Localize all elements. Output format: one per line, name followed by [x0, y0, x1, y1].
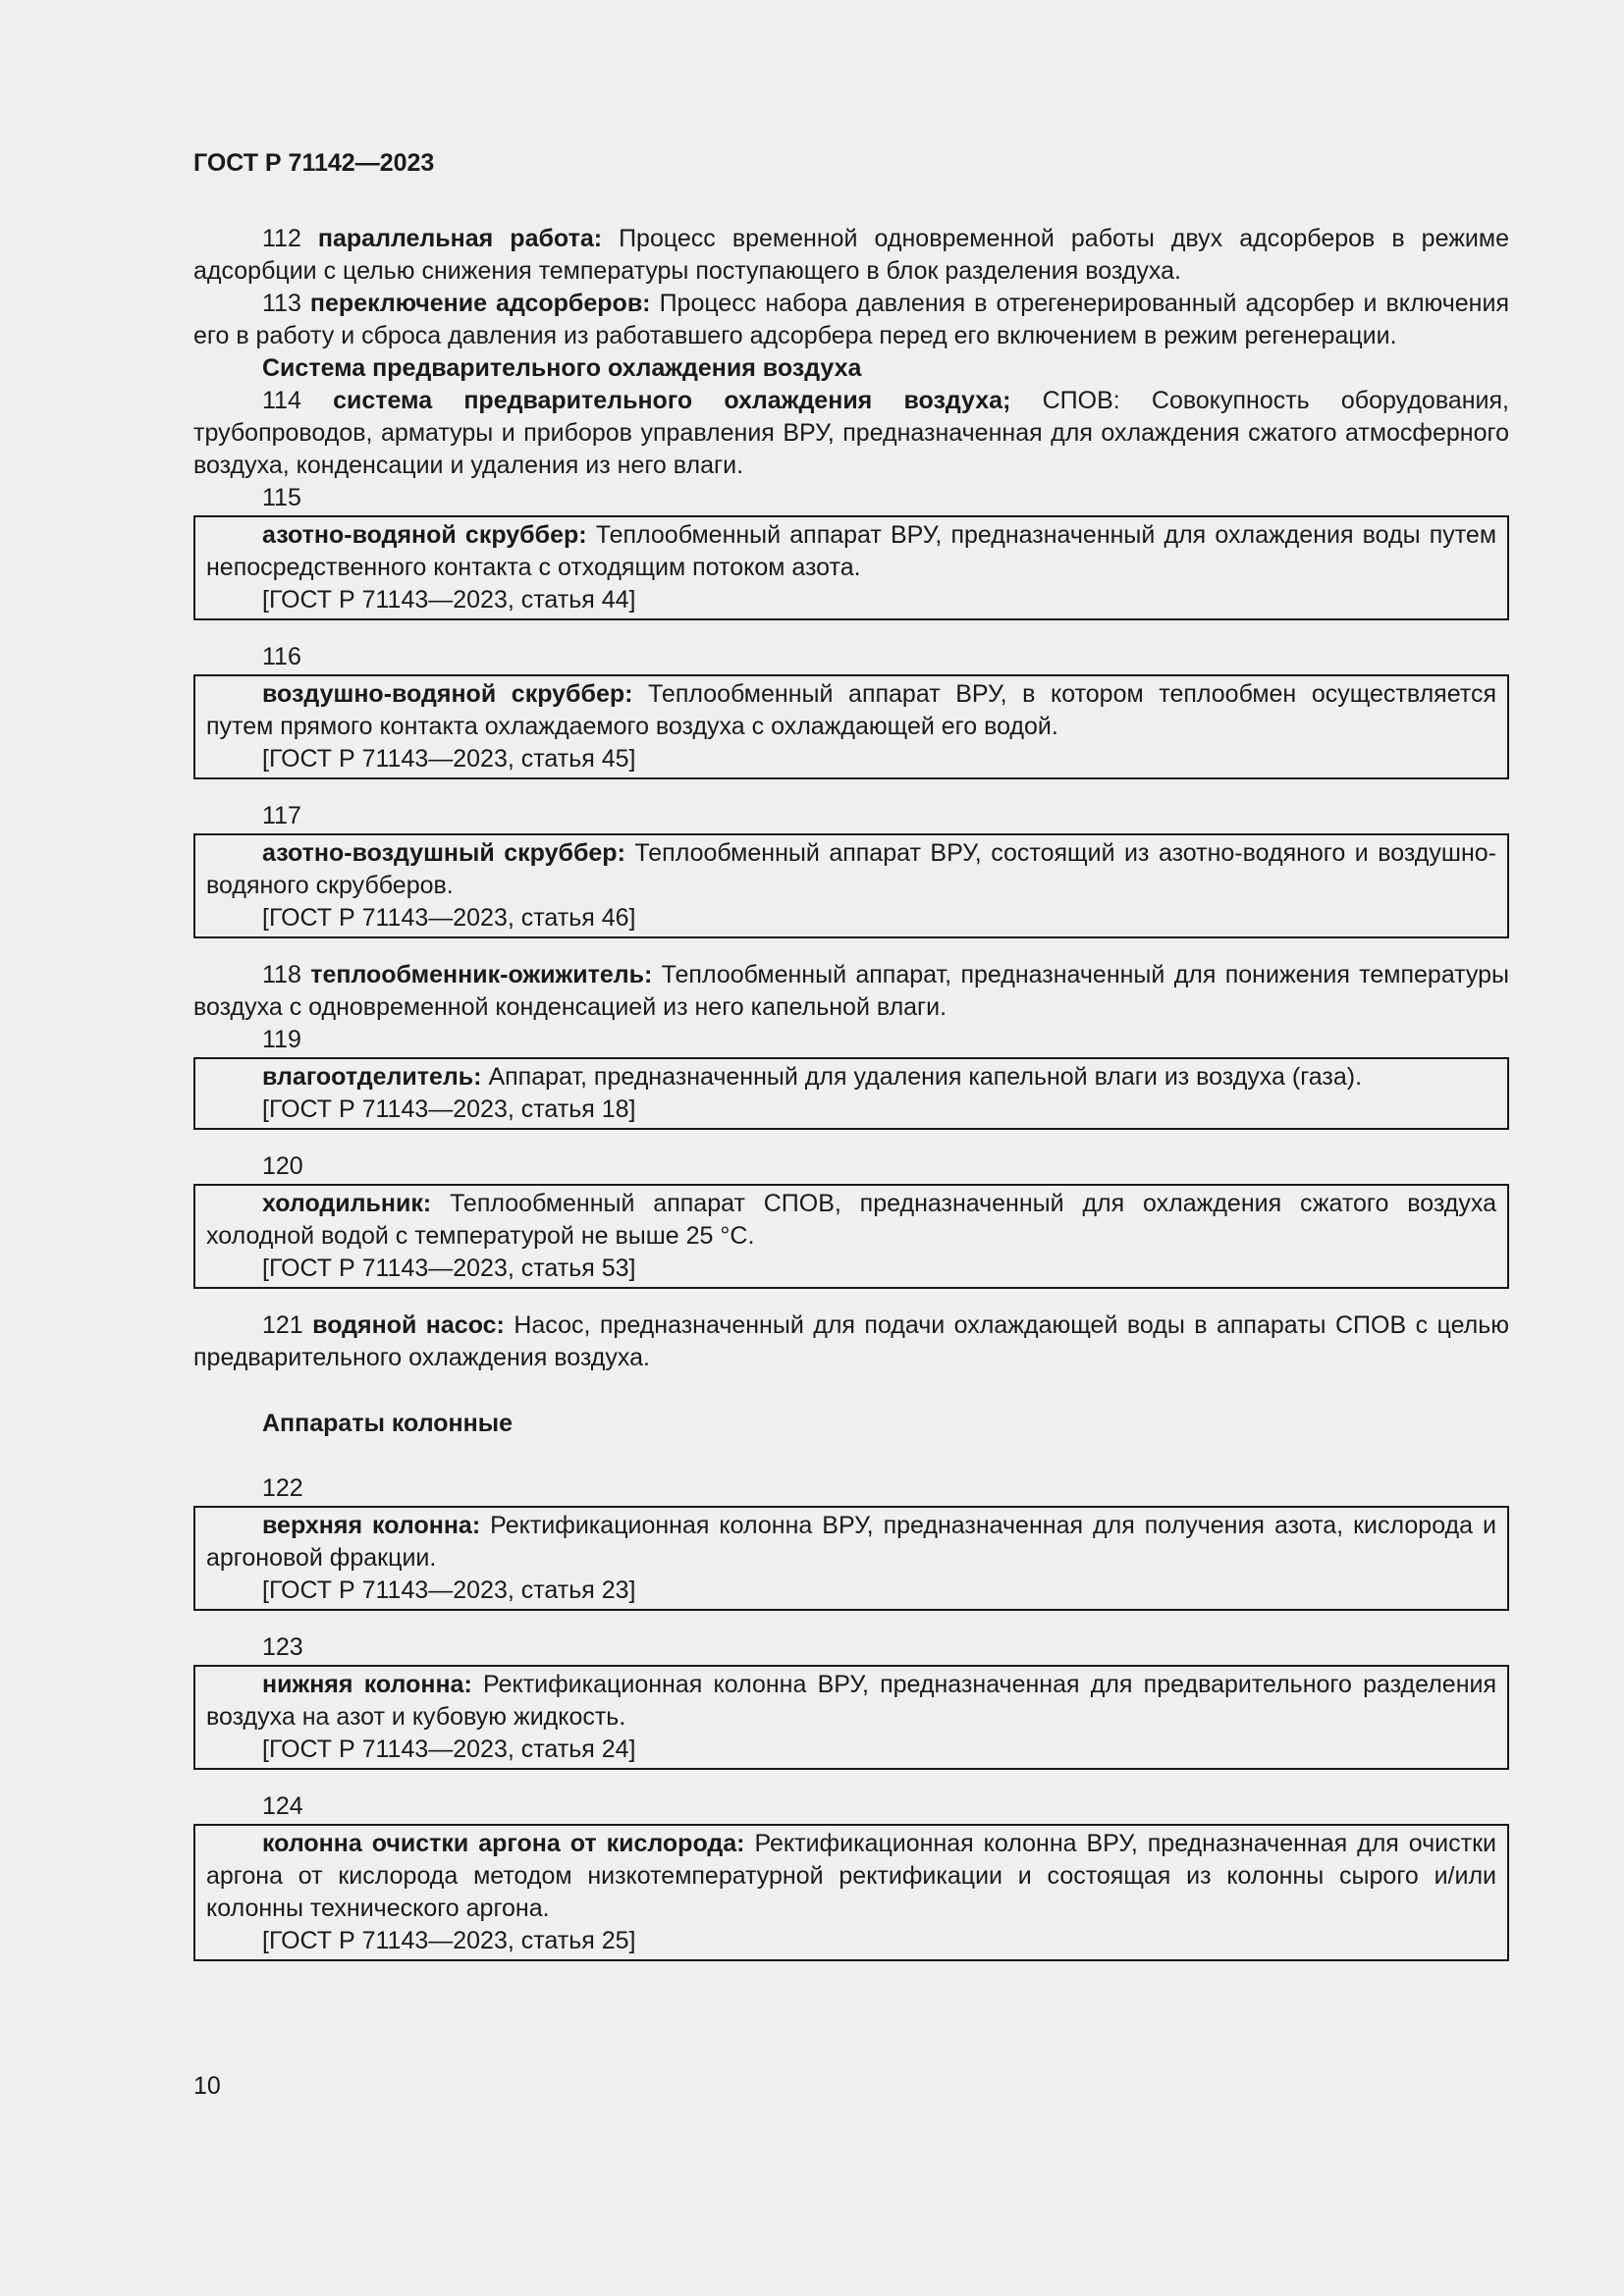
entry-112: 112 параллельная работа: Процесс временной одновременной работы двух адсорберов в режиме адсорбции с целью снижения температуры поступающего в блок разделения воздуха. — [193, 225, 1509, 285]
section-heading-air-cooling: Система предварительного охлаждения воздуха — [262, 354, 862, 382]
entry-118: 118 теплообменник-ожижитель: Теплообменный аппарат, предназначенный для понижения температуры воздуха с одновременной конденсацией из него капельной влаги. — [193, 961, 1510, 1021]
reference: [ГОСТ Р 71143—2023, статья 25] — [262, 1927, 636, 1954]
entry-number-117: 117 — [262, 802, 301, 829]
entry-number-119: 119 — [262, 1026, 301, 1053]
term: азотно-воздушный скруббер: — [262, 839, 625, 867]
entry-number-115: 115 — [262, 484, 301, 511]
term: переключение адсорберов: — [309, 290, 651, 317]
entry-box-120: холодильник: Теплообменный аппарат СПОВ, предназначенный для охлаждения сжатого воздуха холодной водой с температурой не выше 25 °С. [ГОСТ Р 71143—2023, статья 53] — [193, 1184, 1509, 1289]
reference: [ГОСТ Р 71143—2023, статья 18] — [262, 1095, 636, 1123]
term: параллельная работа: — [317, 225, 603, 252]
term: водяной насос: — [312, 1311, 505, 1339]
entry-121: 121 водяной насос: Насос, предназначенный для подачи охлаждающей воды в аппараты СПОВ с целью предварительного охлаждения воздуха. — [193, 1311, 1510, 1371]
reference: [ГОСТ Р 71143—2023, статья 45] — [262, 745, 636, 773]
entry-box-122: верхняя колонна: Ректификационная колонна ВРУ, предназначенная для получения азота, кислорода и аргоновой фракции. [ГОСТ Р 71143—2023, статья 23] — [193, 1506, 1509, 1611]
entry-number-120: 120 — [262, 1152, 303, 1180]
reference: [ГОСТ Р 71143—2023, статья 46] — [262, 904, 636, 932]
term: воздушно-водяной скруббер: — [262, 680, 633, 708]
reference: [ГОСТ Р 71143—2023, статья 24] — [262, 1735, 636, 1763]
entry-box-116: воздушно-водяной скруббер: Теплообменный аппарат ВРУ, в котором теплообмен осуществляется путем прямого контакта охлаждаемого воздуха с охлаждающей его водой. [ГОСТ Р 71143—2023, статья 45] — [193, 674, 1509, 779]
document-header: ГОСТ Р 71142—2023 — [193, 149, 435, 177]
entry-number-123: 123 — [262, 1633, 303, 1661]
document-page — [193, 147, 1509, 1961]
term: система предварительного охлаждения воздуха; — [333, 387, 1011, 414]
reference: [ГОСТ Р 71143—2023, статья 23] — [262, 1576, 636, 1604]
reference: [ГОСТ Р 71143—2023, статья 53] — [262, 1255, 636, 1282]
entry-box-119: влагоотделитель: Аппарат, предназначенный для удаления капельной влаги из воздуха (газа). [ГОСТ Р 71143—2023, статья 18] — [193, 1057, 1509, 1130]
entry-113: 113 переключение адсорберов: Процесс набора давления в отрегенерированный адсорбер и включения его в работу и сброса давления из работавшего адсорбера перед его включением в режим регенерации. — [193, 290, 1509, 349]
entry-box-115: азотно-водяной скруббер: Теплообменный аппарат ВРУ, предназначенный для охлаждения воды путем непосредственного контакта с отходящим потоком азота. [ГОСТ Р 71143—2023, статья 44] — [193, 515, 1509, 620]
section-heading-columns: Аппараты колонные — [262, 1410, 513, 1437]
term: теплообменник-ожижитель: — [310, 961, 653, 988]
page-number: 10 — [193, 2072, 221, 2100]
entry-box-123: нижняя колонна: Ректификационная колонна ВРУ, предназначенная для предварительного разделения воздуха на азот и кубовую жидкость. [ГОСТ Р 71143—2023, статья 24] — [193, 1665, 1509, 1770]
term: влагоотделитель: — [262, 1063, 482, 1091]
entry-box-124: колонна очистки аргона от кислорода: Ректификационная колонна ВРУ, предназначенная для очистки аргона от кислорода методом низкотемпературной ректификации и состоящая из колонны сырого и/или колонны технического аргона. [ГОСТ Р 71143—2023, статья 25] — [193, 1824, 1509, 1961]
reference: [ГОСТ Р 71143—2023, статья 44] — [262, 586, 636, 614]
entry-number-122: 122 — [262, 1474, 303, 1502]
entry-number-124: 124 — [262, 1792, 303, 1820]
term: холодильник: — [262, 1190, 432, 1217]
term: колонна очистки аргона от кислорода: — [262, 1830, 745, 1857]
term: верхняя колонна: — [262, 1512, 481, 1539]
entry-number-116: 116 — [262, 643, 301, 670]
entry-box-117: азотно-воздушный скруббер: Теплообменный аппарат ВРУ, состоящий из азотно-водяного и воздушно-водяного скрубберов. [ГОСТ Р 71143—2023, статья 46] — [193, 833, 1509, 938]
entry-114: 114 система предварительного охлаждения воздуха; СПОВ: Совокупность оборудования, трубопроводов, арматуры и приборов управления ВРУ, предназначенная для охлаждения сжатого атмосферного воздуха, конденсации и удаления из него влаги. — [193, 387, 1509, 479]
term: нижняя колонна: — [262, 1671, 472, 1698]
term: азотно-водяной скруббер: — [262, 521, 587, 549]
